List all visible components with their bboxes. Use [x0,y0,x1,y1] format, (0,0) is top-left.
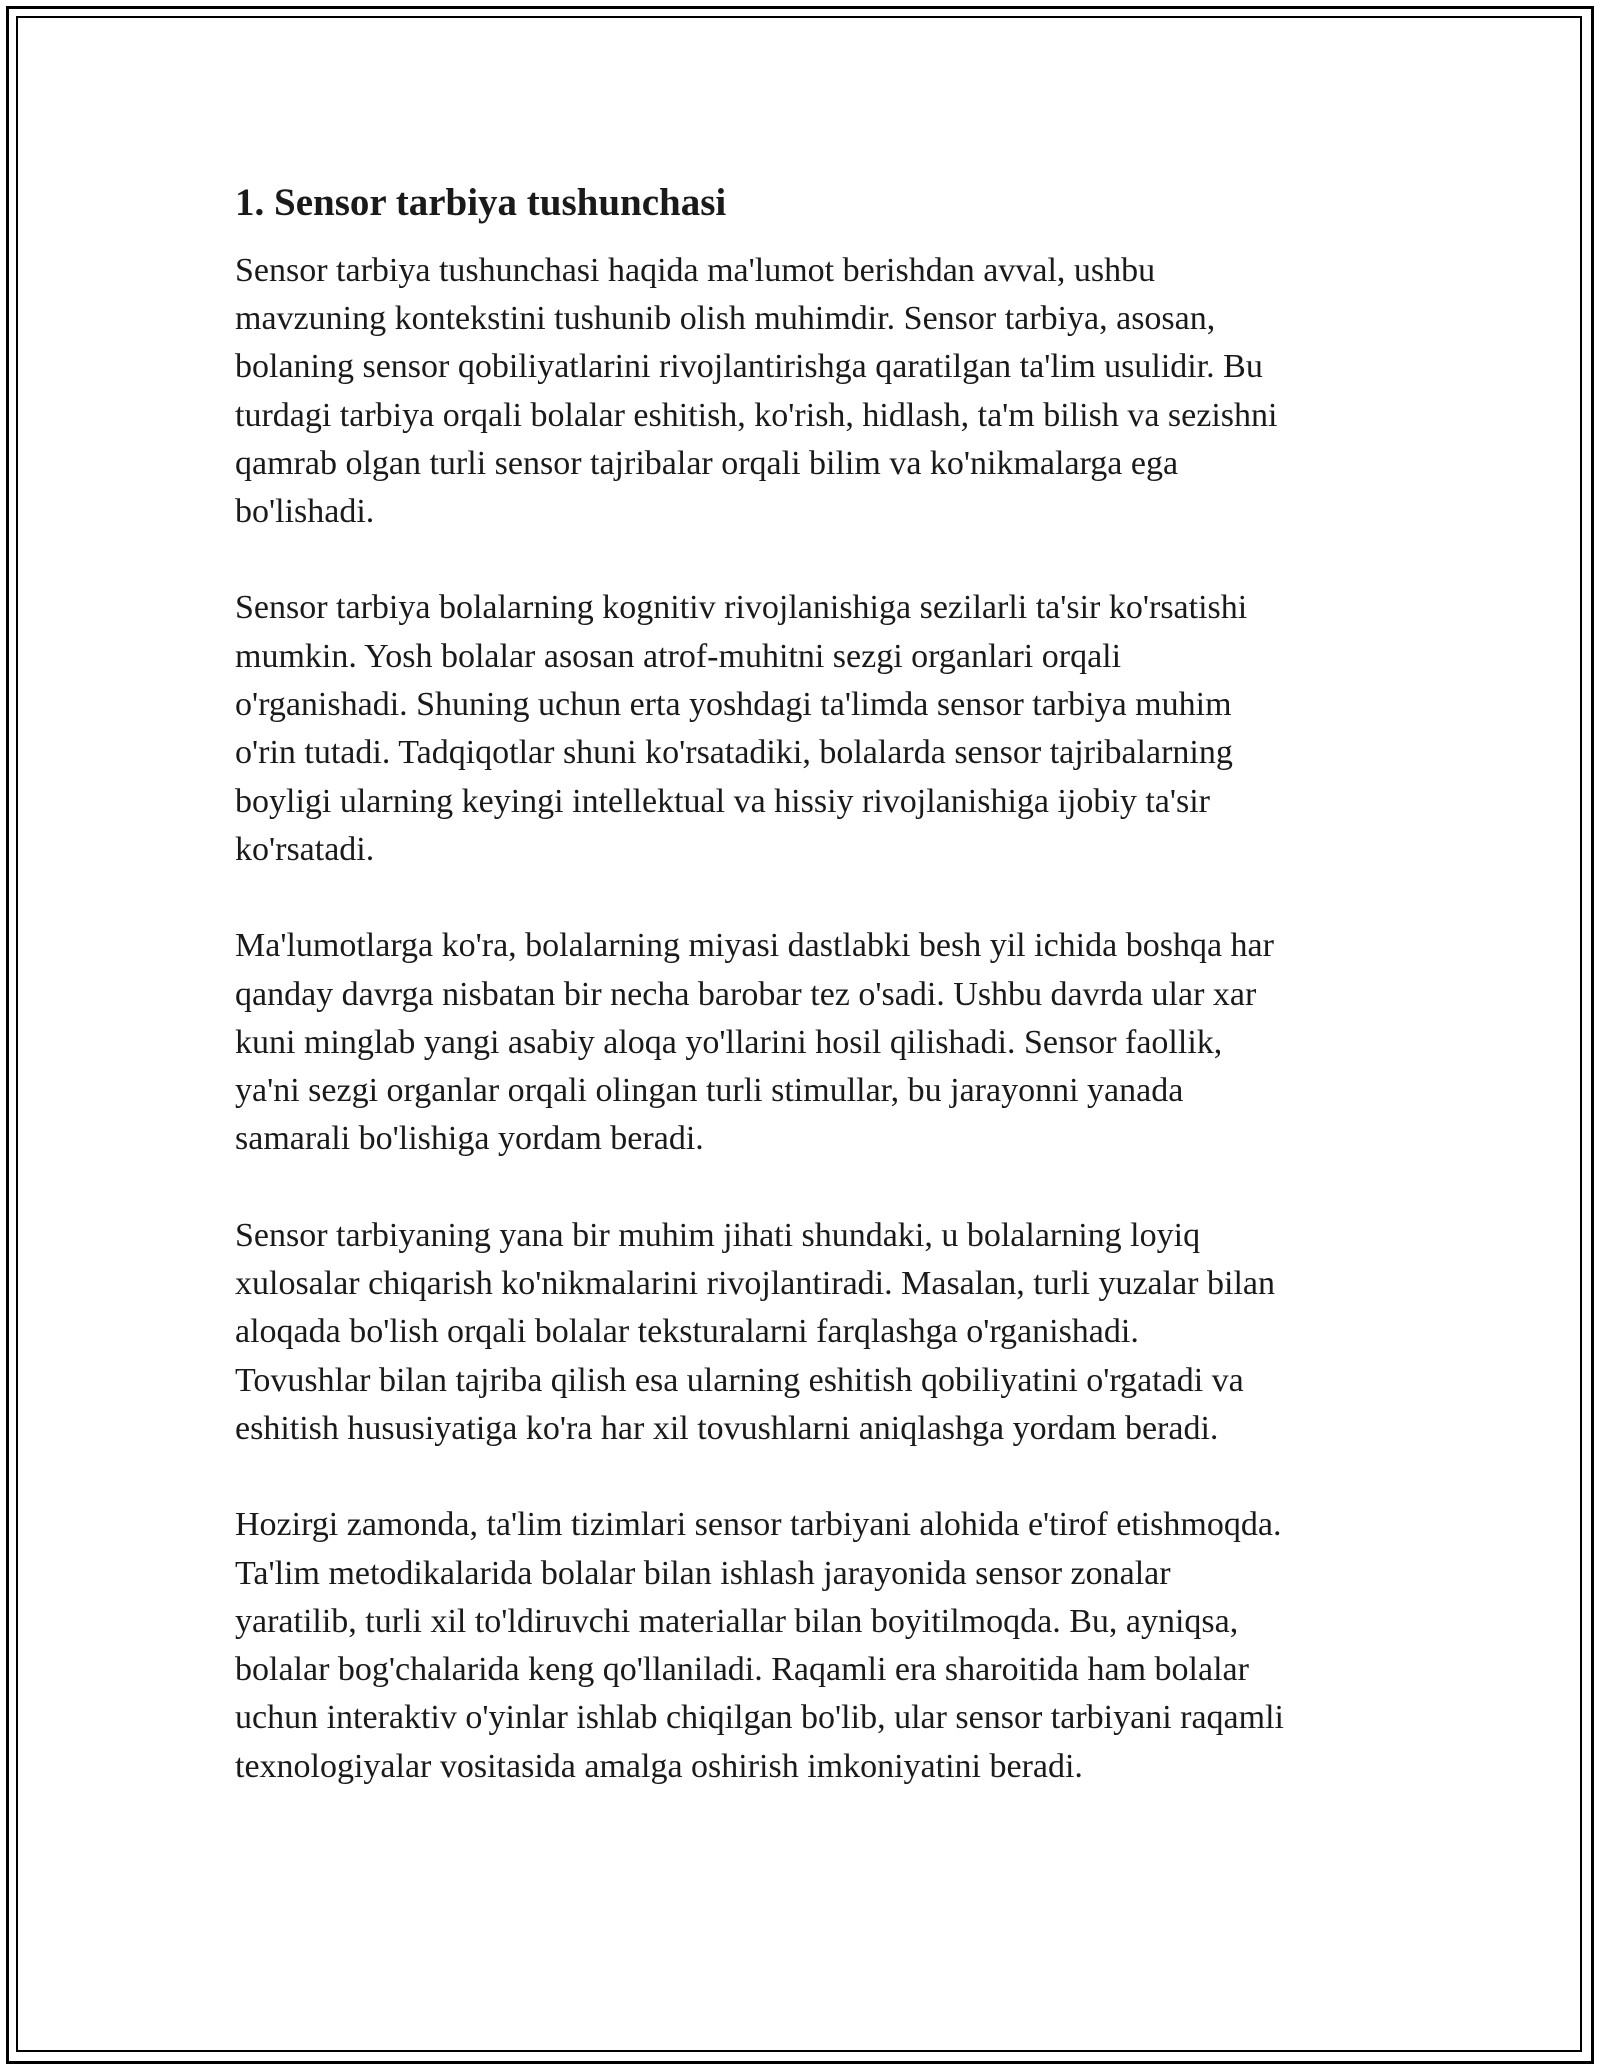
text-line: kuni minglab yangi asabiy aloqa yo'llarini hosil qilishadi. Sensor faollik, [235,1023,1223,1061]
text-line: mumkin. Yosh bolalar asosan atrof-muhitni sezgi organlari orqali [235,637,1122,675]
text-line: eshitish hususiyatiga ko'ra har xil tovushlarni aniqlashga yordam beradi. [235,1409,1219,1447]
paragraph-5 [235,1501,1385,1791]
text-line: Sensor tarbiyaning yana bir muhim jihati shundaki, u bolalarning loyiq [235,1216,1201,1254]
text-line: yaratilib, turli xil to'ldiruvchi materiallar bilan boyitilmoqda. Bu, ayniqsa, [235,1602,1239,1640]
text-line: turdagi tarbiya orqali bolalar eshitish, ko'rish, hidlash, ta'm bilish va sezishni [235,396,1278,434]
paragraph-3 [235,922,1385,1163]
paragraph-1 [235,247,1385,537]
text-line: ya'ni sezgi organlar orqali olingan turli stimullar, bu jarayonni yanada [235,1072,1184,1110]
text-line: bolalar bog'chalarida keng qo'llaniladi. Raqamli era sharoitida ham bolalar [235,1651,1249,1689]
text-line: Ta'lim metodikalarida bolalar bilan ishlash jarayonida sensor zonalar [235,1554,1171,1592]
text-line: qamrab olgan turli sensor tajribalar orqali bilim va ko'nikmalarga ega [235,444,1179,482]
text-line: Ma'lumotlarga ko'ra, bolalarning miyasi dastlabki besh yil ichida boshqa har [235,927,1274,965]
text-line: o'rganishadi. Shuning uchun erta yoshdagi ta'limda sensor tarbiya muhim [235,686,1232,724]
text-line: o'rin tutadi. Tadqiqotlar shuni ko'rsatadiki, bolalarda sensor tajribalarning [235,734,1233,772]
text-line: aloqada bo'lish orqali bolalar teksturalarni farqlashga o'rganishadi. [235,1313,1139,1351]
text-line: mavzuning kontekstini tushunib olish muhimdir. Sensor tarbiya, asosan, [235,299,1216,337]
text-line: uchun interaktiv o'yinlar ishlab chiqilgan bo'lib, ular sensor tarbiyani raqamli [235,1699,1284,1737]
text-line: samarali bo'lishiga yordam beradi. [235,1120,704,1158]
text-line: boyligi ularning keyingi intellektual va hissiy rivojlanishiga ijobiy ta'sir [235,782,1210,820]
text-line: texnologiyalar vositasida amalga oshirish imkoniyatini beradi. [235,1747,1083,1785]
document-body [235,178,1385,1839]
text-line: xulosalar chiqarish ko'nikmalarini rivojlantiradi. Masalan, turli yuzalar bilan [235,1265,1275,1303]
text-line: qanday davrga nisbatan bir necha barobar tez o'sadi. Ushbu davrda ular xar [235,975,1257,1013]
paragraph-2 [235,584,1385,874]
text-line: bo'lishadi. [235,493,375,531]
text-line: Tovushlar bilan tajriba qilish esa ularning eshitish qobiliyatini o'rgatadi va [235,1361,1244,1399]
paragraph-4 [235,1212,1385,1453]
text-line: bolaning sensor qobiliyatlarini rivojlantirishga qaratilgan ta'lim usulidir. Bu [235,348,1263,386]
text-line: Sensor tarbiya tushunchasi haqida ma'lumot berishdan avval, ushbu [235,251,1156,289]
text-line: Sensor tarbiya bolalarning kognitiv rivojlanishiga sezilarli ta'sir ko'rsatishi [235,589,1248,627]
section-title: 1. Sensor tarbiya tushunchasi [235,181,727,224]
text-line: Hozirgi zamonda, ta'lim tizimlari sensor tarbiyani alohida e'tirof etishmoqda. [235,1506,1282,1544]
text-line: ko'rsatadi. [235,830,375,868]
